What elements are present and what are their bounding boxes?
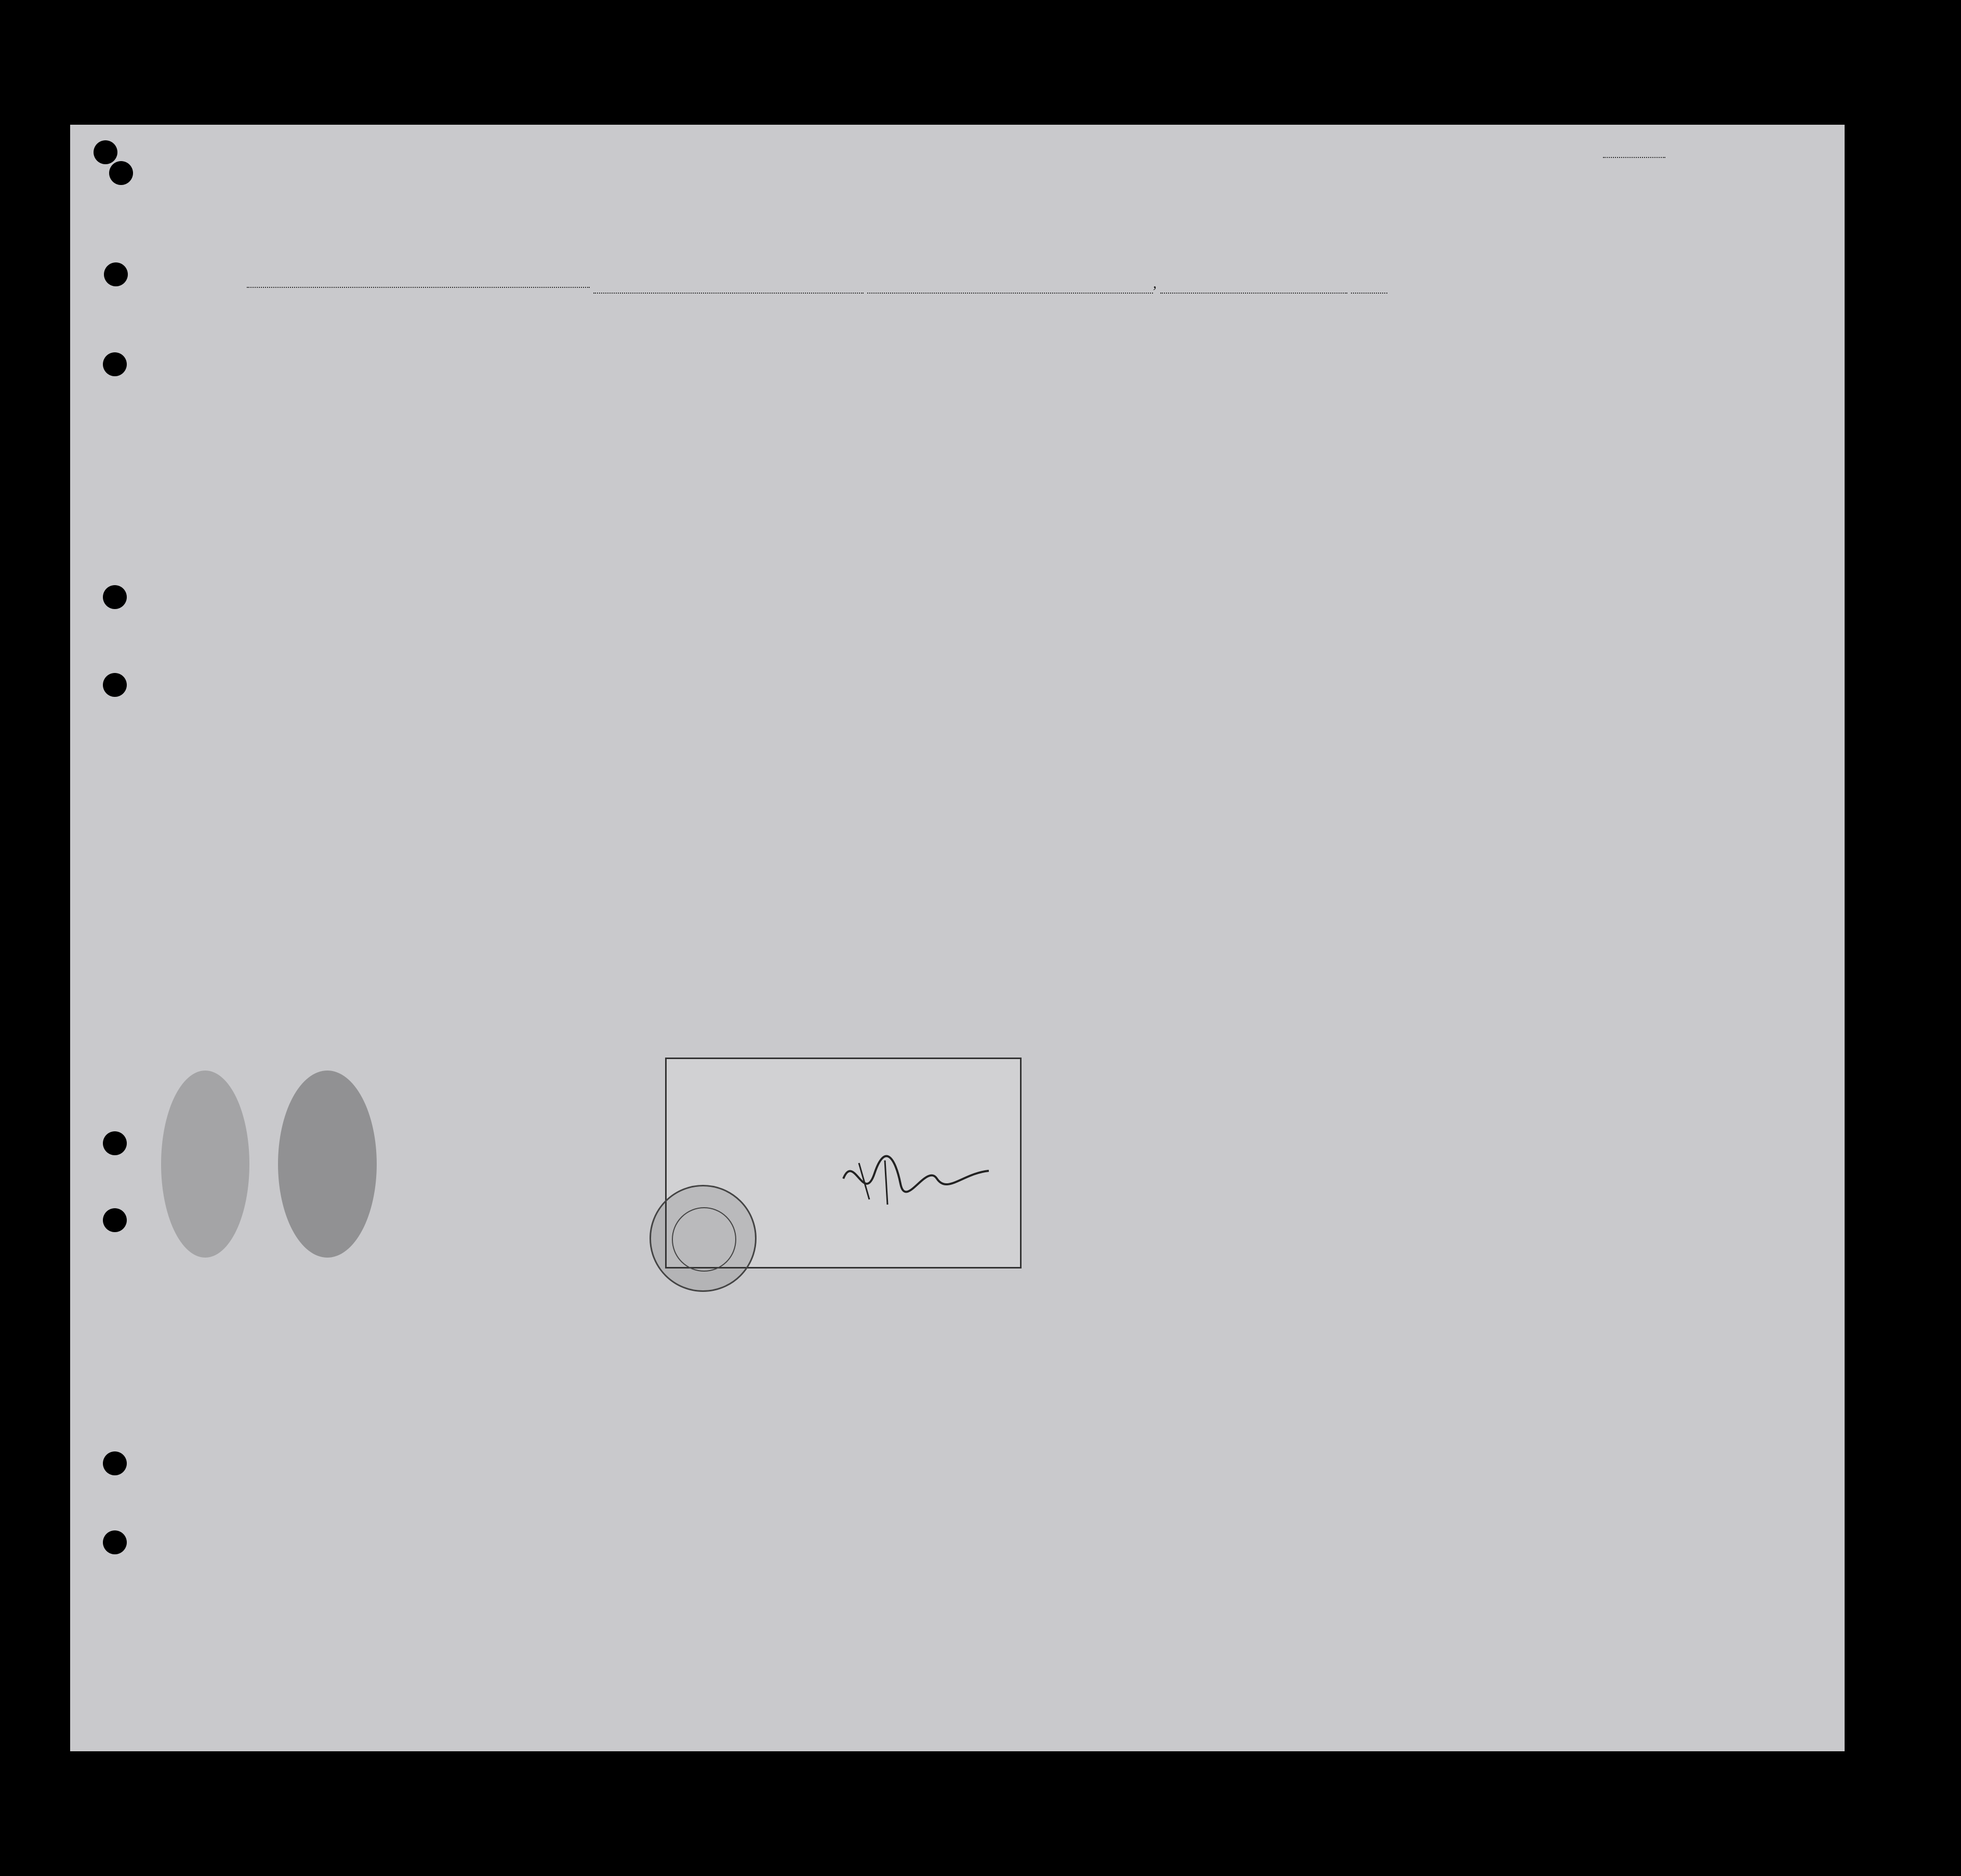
punch-hole xyxy=(103,1451,127,1475)
punch-hole xyxy=(103,1208,127,1232)
punch-hole xyxy=(104,262,128,286)
vessel-row: , xyxy=(247,275,1387,294)
punch-hole xyxy=(103,1131,127,1155)
manifest-sheet xyxy=(70,125,1845,1751)
eagle-emblem-icon xyxy=(672,1207,736,1272)
punch-hole xyxy=(94,140,117,164)
punch-hole xyxy=(109,161,133,185)
punch-hole xyxy=(103,1530,127,1554)
table-grid xyxy=(70,125,1845,1751)
consul-signature xyxy=(838,1147,994,1210)
embossed-seal-left xyxy=(161,1071,249,1258)
punch-hole xyxy=(103,673,127,697)
punch-hole xyxy=(103,352,127,376)
consulate-seal xyxy=(650,1185,757,1292)
embossed-seal-right xyxy=(278,1071,377,1258)
punch-hole xyxy=(103,585,127,609)
